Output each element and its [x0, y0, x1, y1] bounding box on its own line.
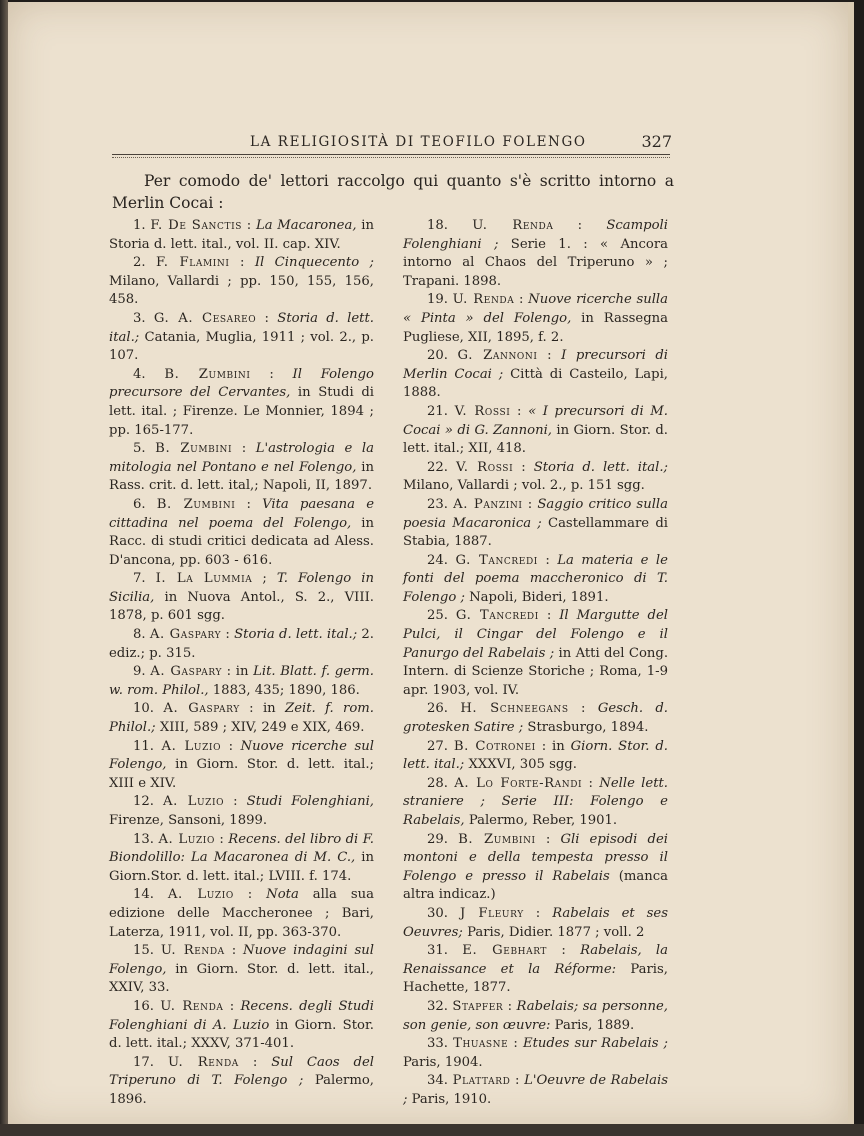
entry-title: Rabelais, la Renaissance et la Réforme: [403, 943, 669, 977]
entry-number: 23. [427, 496, 448, 512]
entry-details: Napoli, Bideri, 1891. [469, 589, 609, 605]
bibliography-entry [403, 403, 668, 459]
bibliography-entry [403, 347, 668, 403]
entry-separator: : [545, 552, 550, 568]
entry-title: Vita paesana e cittadina nel poema del Folengo, [109, 496, 374, 531]
bibliography-entry [403, 607, 668, 700]
bibliography-entry [109, 570, 374, 626]
entry-number: 30. [427, 905, 448, 921]
entry-title: Rabelais et ses Oeuvres; [403, 905, 668, 940]
entry-title: Nelle lett. straniere ; Serie III: Folengo e Rabelais, [403, 775, 668, 828]
bibliography-entry [403, 905, 668, 942]
entry-title: Nuove indagini sul Folengo, [109, 943, 374, 977]
entry-separator: : [546, 608, 552, 624]
entry-separator: : [515, 1073, 520, 1089]
entry-details: 2. ediz.; p. 315. [109, 627, 375, 661]
bibliography-entry [109, 366, 374, 440]
entry-author: F. Flamini [156, 255, 230, 271]
entry-author: F. De Sanctis [150, 218, 243, 233]
entry-separator: ; [262, 571, 267, 587]
bibliography-entry [109, 998, 374, 1054]
entry-details: Firenze, Sansoni, 1899. [109, 813, 268, 828]
bibliography-entry [109, 254, 374, 310]
entry-details: 1883, 435; 1890, 186. [212, 682, 360, 698]
entry-author: U. Renda [472, 218, 554, 233]
entry-author: J Fleury [459, 905, 524, 921]
bibliography-entry [109, 496, 374, 570]
entry-details: in Racc. di studi critici dedicata ad Aless. D'ancona, pp. 603 - 616. [109, 515, 374, 568]
entry-author: B. Zumbini [164, 366, 251, 382]
entry-separator: : [527, 496, 533, 512]
bibliography-entry [403, 291, 668, 347]
entry-author: U. Renda [452, 292, 515, 308]
entry-number: 8. [133, 627, 146, 643]
entry-number: 34. [427, 1073, 448, 1089]
entry-title: La Macaronea, [255, 218, 357, 233]
entry-author: Stapfer [452, 998, 504, 1014]
entry-title: La materia e le fonti del poema maccheronico di T. Folengo ; [403, 552, 668, 605]
bibliography-right-column [403, 217, 668, 1110]
entry-details: Strasburgo, 1894. [527, 720, 649, 736]
entry-separator: : in [226, 664, 249, 680]
entry-details: Milano, Vallardi ; pp. 150, 155, 156, 458. [109, 273, 374, 308]
bibliography-entry [109, 440, 374, 496]
bibliography-entry [403, 496, 668, 552]
entry-author: B. Cotronei [453, 738, 536, 754]
entry-details: in Giorn. Stor. d. lett. ital.; XIII e XIV. [109, 757, 374, 791]
entry-author: U. Renda [167, 1054, 239, 1070]
page-bottom-edge [0, 1124, 864, 1136]
entry-author: A. Lo Forte-Randi [454, 775, 583, 791]
entry-separator: : [246, 218, 252, 233]
entry-number: 26. [427, 701, 448, 717]
bibliography-entry [109, 738, 374, 794]
page-header [110, 132, 672, 162]
entry-author: V. Rossi [454, 403, 511, 419]
entry-separator: : [228, 738, 234, 754]
entry-number: 6. [133, 496, 146, 512]
entry-separator: : [241, 441, 247, 457]
entry-separator: : [507, 998, 513, 1014]
entry-number: 17. [133, 1054, 154, 1070]
entry-separator: : [545, 831, 551, 847]
entry-title: Scampoli Folenghiani ; [403, 218, 668, 252]
entry-details: Milano, Vallardi ; vol. 2., p. 151 sgg. [403, 478, 645, 494]
entry-number: 7. [133, 571, 146, 587]
entry-number: 32. [427, 998, 448, 1014]
page-binding-edge [0, 0, 8, 1136]
entry-separator: : [513, 1036, 518, 1052]
entry-title: Nuove ricerche sul Folengo, [109, 738, 374, 773]
entry-author: B. Zumbini [156, 496, 236, 512]
entry-number: 14. [133, 887, 154, 903]
entry-details: in Giorn. Stor. d. lett. ital.; XXXV, 371-401. [109, 1017, 374, 1052]
entry-number: 16. [133, 998, 154, 1014]
entry-separator: : [229, 998, 235, 1014]
entry-details: in Rass. crit. d. lett. ital,; Napoli, II, 1897. [109, 459, 374, 494]
entry-details: XIII, 589 ; XIV, 249 e XIX, 469. [159, 720, 365, 736]
entry-title: Il Margutte del Pulci, il Cingar del Folengo e il Panurgo del Rabelais ; [403, 608, 668, 661]
bibliography-entry [109, 663, 374, 700]
entry-title: Sul Caos del Triperuno di T. Folengo ; [109, 1054, 374, 1089]
bibliography-entry [403, 217, 668, 291]
entry-author: G. Tancredi [455, 552, 538, 568]
entry-author: G. Zannoni [457, 348, 538, 364]
entry-separator: : [519, 292, 524, 308]
entry-details: XXXVI, 305 sgg. [468, 757, 577, 773]
entry-title: Il Folengo precursore del Cervantes, [109, 366, 374, 401]
entry-title: Lit. Blatt. f. germ. w. rom. Philol., [109, 664, 374, 698]
entry-author: G. A. Cesareo [153, 310, 257, 326]
entry-title: Saggio critico sulla poesia Macaronica ; [403, 496, 668, 531]
bibliography-entry [403, 775, 668, 831]
entry-details: Castellammare di Stabia, 1887. [403, 515, 668, 550]
entry-number: 5. [133, 441, 146, 457]
entry-title: Storia d. lett. ital.; [109, 310, 374, 345]
entry-details: Paris, Hachette, 1877. [403, 961, 668, 996]
entry-details: in Giorn. Stor. d. lett. ital., XXIV, 33. [109, 961, 374, 996]
entry-number: 27. [427, 738, 448, 754]
entry-separator: : in [249, 701, 276, 717]
entry-number: 29. [427, 831, 448, 847]
entry-author: A. Panzini [453, 496, 523, 512]
entry-title: I precursori di Merlin Cocai ; [403, 348, 668, 382]
entry-title: Zeit. f. rom. Philol.; [109, 701, 374, 736]
entry-separator: : [219, 831, 224, 847]
bibliography-entry [403, 831, 668, 905]
entry-title: Gli episodi dei montoni e della tempesta presso il Folengo e presso il Rabelais [403, 831, 668, 884]
entry-author: A. Luzio [158, 831, 215, 847]
entry-title: Nota [266, 887, 299, 903]
entry-number: 12. [133, 794, 154, 810]
entry-author: U. Renda [160, 943, 225, 959]
entry-number: 10. [133, 701, 154, 717]
entry-separator: : [561, 943, 566, 959]
entry-author: B. Zumbini [155, 441, 233, 457]
entry-number: 4. [133, 366, 146, 382]
bibliography-entry [403, 700, 668, 737]
entry-separator: : [239, 255, 245, 271]
entry-separator: : [264, 310, 269, 326]
entry-details: Paris, Didier. 1877 ; voll. 2 [467, 924, 645, 940]
entry-details: in Atti del Cong. Intern. di Scienze Storiche ; Roma, 1-9 apr. 1903, vol. IV. [403, 645, 669, 698]
bibliography-entry [403, 998, 668, 1035]
entry-title: L'astrologia e la mitologia nel Pontano e nel Folengo, [109, 441, 374, 475]
entry-details: alla sua edizione delle Maccheronee ; Bari, Laterza, 1911, vol. II, pp. 363-370. [109, 887, 374, 940]
entry-title: Studi Folenghiani, [246, 794, 374, 810]
entry-title: Recens. del libro di F. Biondolillo: La Macaronea di M. C., [109, 831, 374, 866]
bibliography-left-column [109, 217, 374, 1110]
entry-separator: : [581, 701, 586, 717]
running-title: LA RELIGIOSITÀ DI TEOFILO FOLENGO [250, 134, 587, 150]
entry-separator: : in [541, 738, 565, 754]
bibliography-entry [109, 831, 374, 887]
entry-number: 28. [427, 775, 448, 791]
entry-author: Plattard [452, 1073, 511, 1089]
entry-details: in Storia d. lett. ital., vol. II. cap. XIV. [109, 218, 374, 252]
entry-separator: : [535, 905, 541, 921]
entry-details: Paris, 1904. [403, 1054, 483, 1070]
entry-details: in Rassegna Pugliese, XII, 1895, f. 2. [403, 310, 668, 345]
entry-details: Serie 1. : « Ancora intorno al Chaos del Triperuno » ; Trapani. 1898. [403, 236, 668, 289]
entry-title: Storia d. lett. ital.; [234, 627, 358, 643]
entry-author: A. Gaspary [163, 701, 240, 717]
intro-paragraph: Per comodo de' lettori raccolgo qui quanto s'è scritto intorno a Merlin Cocai : [112, 172, 674, 212]
entry-number: 15. [133, 943, 154, 959]
entry-separator: : [233, 794, 238, 810]
entry-author: A. Gaspary [149, 627, 222, 643]
entry-author: V. Rossi [455, 459, 514, 475]
entry-title: Nuove ricerche sulla « Pinta » del Folengo, [403, 292, 669, 326]
entry-number: 3. [133, 310, 146, 326]
entry-separator: : [246, 496, 251, 512]
entry-separator: : [521, 459, 526, 475]
entry-number: 19. [427, 292, 448, 308]
bibliography-entry [109, 217, 374, 254]
entry-number: 25. [427, 608, 448, 624]
entry-author: A. Luzio [161, 738, 222, 754]
header-rule-dotted [112, 157, 670, 158]
entry-separator: : [247, 887, 253, 903]
entry-separator: : [225, 627, 230, 643]
entry-author: U. Renda [160, 998, 224, 1014]
entry-separator: : [547, 348, 552, 364]
entry-title: « I precursori di M. Cocai » di G. Zannoni, [403, 403, 668, 438]
bibliography-entry [403, 552, 668, 608]
entry-separator: : [588, 775, 593, 791]
entry-details: Palermo, Reber, 1901. [468, 813, 618, 828]
entry-title: Recens. degli Studi Folenghiani di A. Luzio [109, 998, 374, 1033]
entry-number: 20. [427, 348, 448, 364]
entry-author: I. La Lummia [155, 571, 253, 587]
entry-title: Giorn. Stor. d. lett. ital.; [403, 738, 668, 773]
bibliography-entry [109, 310, 374, 366]
entry-title: Storia d. lett. ital.; [533, 459, 668, 475]
entry-title: L'Oeuvre de Rabelais ; [403, 1073, 669, 1107]
entry-author: Thuasne [453, 1036, 509, 1052]
bibliography-entry [109, 886, 374, 942]
entry-number: 1. [133, 218, 146, 233]
entry-separator: : [252, 1054, 258, 1070]
header-rule [112, 154, 670, 155]
entry-separator: : [577, 218, 583, 233]
bibliography-entry [403, 738, 668, 775]
entry-details: in Giorn. Stor. d. lett. ital.; XII, 418. [403, 422, 668, 457]
entry-title: T. Folengo in Sicilia, [109, 571, 374, 605]
entry-separator: : [269, 366, 274, 382]
entry-details: Paris, 1889. [554, 1017, 635, 1033]
entry-title: Gesch. d. grotesken Satire ; [403, 701, 668, 736]
bibliography-entry [403, 459, 668, 496]
entry-author: H. Schneegans [460, 701, 569, 717]
entry-details: Catania, Muglia, 1911 ; vol. 2., p. 107. [109, 329, 374, 364]
entry-number: 24. [427, 552, 448, 568]
entry-number: 33. [427, 1036, 448, 1052]
entry-number: 9. [133, 664, 146, 680]
entry-details: Palermo, 1896. [109, 1073, 374, 1107]
entry-details: Città di Casteilo, Lapi, 1888. [403, 366, 668, 401]
bibliography-entry [403, 1072, 668, 1109]
entry-number: 11. [133, 738, 154, 754]
entry-separator: : [231, 943, 237, 959]
entry-details: (manca altra indicaz.) [403, 868, 668, 903]
entry-author: A. Luzio [163, 794, 225, 810]
bibliography-entry [403, 1035, 668, 1072]
bibliography-entry [403, 942, 668, 998]
entry-details: in Giorn.Stor. d. lett. ital.; LVIII. f. 174. [109, 850, 374, 884]
entry-number: 21. [427, 403, 448, 419]
entry-number: 18. [427, 218, 448, 233]
entry-details: in Nuova Antol., S. 2., VIII. 1878, p. 601 sgg. [109, 589, 374, 624]
entry-title: Il Cinquecento ; [254, 255, 374, 271]
bibliography-entry [109, 626, 374, 663]
bibliography-entry [109, 793, 374, 830]
entry-number: 31. [427, 943, 448, 959]
entry-number: 22. [427, 459, 448, 475]
entry-author: G. Tancredi [455, 608, 539, 624]
page-number: 327 [641, 132, 672, 151]
entry-title: Etudes sur Rabelais ; [522, 1036, 668, 1052]
entry-number: 2. [133, 255, 146, 271]
entry-author: A. Gaspary [150, 664, 222, 680]
entry-author: B. Zumbini [458, 831, 536, 847]
bibliography-entry [109, 700, 374, 737]
entry-author: A. Luzio [167, 887, 234, 903]
entry-separator: : [517, 403, 522, 419]
entry-details: Paris, 1910. [411, 1091, 492, 1107]
entry-author: E. Gebhart [462, 943, 548, 959]
bibliography-entry [109, 942, 374, 998]
entry-title: Rabelais; sa personne, son genie, son œuvre: [403, 998, 668, 1033]
entry-number: 13. [133, 831, 154, 847]
entry-details: in Studi di lett. ital. ; Firenze. Le Monnier, 1894 ; pp. 165-177. [109, 385, 374, 438]
bibliography-entry [109, 1054, 374, 1110]
